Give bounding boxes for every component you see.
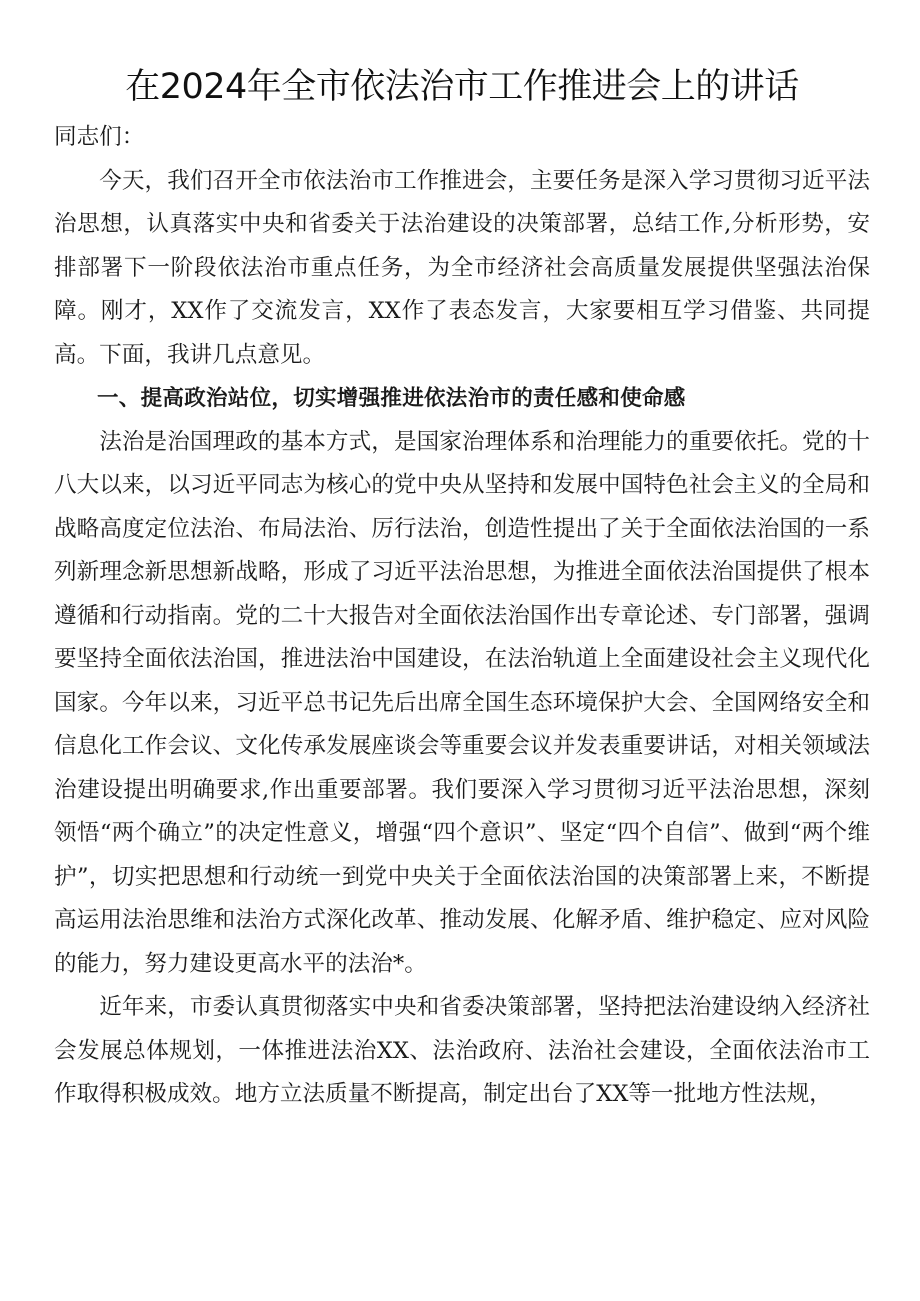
salutation: 同志们： [54,124,145,150]
document-body [54,116,870,1117]
section-heading: 一、提高政治站位，切实增强推进依法治市的责任感和使命感 [97,386,686,411]
section-paragraph: 法治是治国理政的基本方式，是国家治理体系和治理能力的重要依托。党的十八大以来，以习近平同志为核心的党中央从坚持和发展中国特色社会主义的全局和战略高度定位法治、布局法治、厉行法治，创造性提出了关于全面依法治国的一系列新理念新思想新战略，形成了习近平法治思想，为推进全面依法治国提供了根本遵循和行动指南。党的二十大报告对全面依法治国作出专章论述、专门部署，强调要坚持全面依法治国，推进法治中国建设，在法治轨道上全面建设社会主义现代化国家。今年以来，习近平总书记先后出席全国生态环境保护大会、全国网络安全和信息化工作会议、文化传承发展座谈会等重要会议并发表重要讲话，对相关领域法治建设提出明确要求,作出重要部署。我们要深入学习贯彻习近平法治思想，深刻领悟“两个确立”的决定性意义，增强“四个意识”、坚定“四个自信”、做到“两个维护”，切实把思想和行动统一到党中央关于全面依法治国的决策部署上来，不断提高运用法治思维和法治方式深化改革、推动发展、化解矛盾、维护稳定、应对风险的能力，努力建设更高水平的法治*。 [54,428,870,977]
section-paragraph: 近年来，市委认真贯彻落实中央和省委决策部署，坚持把法治建设纳入经济社会发展总体规划，一体推进法治XX、法治政府、法治社会建设，全面依法治市工作取得积极成效。地方立法质量不断提高，制定出台了XX等一批地方性法规， [54,994,870,1107]
intro-paragraph: 今天，我们召开全市依法治市工作推进会，主要任务是深入学习贯彻习近平法治思想，认真落实中央和省委关于法治建设的决策部署，总结工作,分析形势，安排部署下一阶段依法治市重点任务，为全市经济社会高质量发展提供坚强法治保障。刚才，XX作了交流发言，XX作了表态发言，大家要相互学习借鉴、共同提高。下面，我讲几点意见。 [54,167,870,368]
document-title: 在2024年全市依法治市工作推进会上的讲话 [125,67,799,107]
